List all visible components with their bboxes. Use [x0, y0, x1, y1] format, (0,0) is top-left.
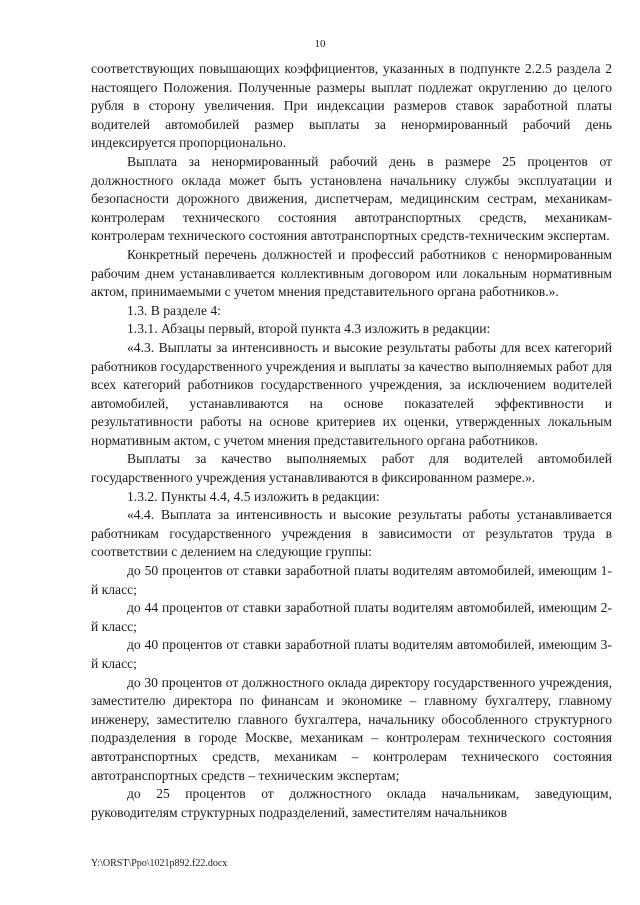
paragraph: до 44 процентов от ставки заработной платы водителям автомобилей, имеющим 2-й класс; [91, 600, 612, 634]
paragraph: 1.3.1. Абзацы первый, второй пункта 4.3 изложить в редакции: [127, 321, 491, 337]
page-number: 10 [314, 38, 326, 50]
file-path-footer: Y:\ORST\Ppo\1021p892.f22.docx [91, 858, 228, 869]
paragraph: до 30 процентов от должностного оклада директору государственного учреждения, заместителю директора по финансам и экономике – главному бухгалтеру, главному инженеру, заместителю главного бухгалтера, начальнику обособленного структурного подразделения в городе Москве, механикам – контролерам технического состояния автотранспортных средств, механикам – контролерам технического состояния автотранспортных средств – техническим экспертам; [91, 674, 612, 783]
paragraph: 1.3.2. Пункты 4.4, 4.5 изложить в редакции: [127, 488, 380, 504]
paragraph: Выплата за ненормированный рабочий день в размере 25 процентов от должностного оклада может быть установлена начальнику службы эксплуатации и безопасности дорожного движения, диспетчерам, медицинским сестрам, механикам-контролерам технического состояния автотранспортных средств, механикам-контролерам технического состояния автотранспортных средств-техническим экспертам. [91, 153, 612, 244]
paragraph: до 50 процентов от ставки заработной платы водителям автомобилей, имеющим 1-й класс; [91, 563, 612, 597]
paragraph: соответствующих повышающих коэффициентов, указанных в подпункте 2.2.5 раздела 2 настоящего Положения. Полученные размеры выплат подлежат округлению до целого рубля в сторону увеличения. При индексации размеров ставок заработной платы водителей автомобилей размер выплаты за ненормированный рабочий день индексируется пропорционально. [91, 61, 612, 151]
paragraph: до 25 процентов от должностного оклада начальникам, заведующим, руководителям структурных подразделений, заместителям начальников [91, 786, 612, 820]
paragraph: Конкретный перечень должностей и профессий работников с ненормированным рабочим днем устанавливается коллективным договором или локальным нормативным актом, принимаемыми с учетом мнения представительного органа работников.». [91, 246, 612, 300]
paragraph: «4.4. Выплата за интенсивность и высокие результаты работы устанавливается работникам государственного учреждения в зависимости от результатов труда в соответствии с делением на следующие группы: [91, 507, 612, 560]
paragraph: 1.3. В разделе 4: [127, 302, 221, 318]
document-body [91, 60, 612, 822]
paragraph: до 40 процентов от ставки заработной платы водителям автомобилей, имеющим 3-й класс; [91, 637, 612, 671]
paragraph: «4.3. Выплаты за интенсивность и высокие результаты работы для всех категорий работников государственного учреждения и выплаты за качество выполняемых работ для всех категорий работников государственного учреждения, за исключением водителей автомобилей, устанавливаются на основе показателей эффективности и результативности работы на основе критериев их оценки, утвержденных локальным нормативным актом, с учетом мнения представительного органа работников. [91, 339, 612, 448]
paragraph: Выплаты за качество выполняемых работ для водителей автомобилей государственного учреждения устанавливаются в фиксированном размере.». [91, 451, 612, 486]
